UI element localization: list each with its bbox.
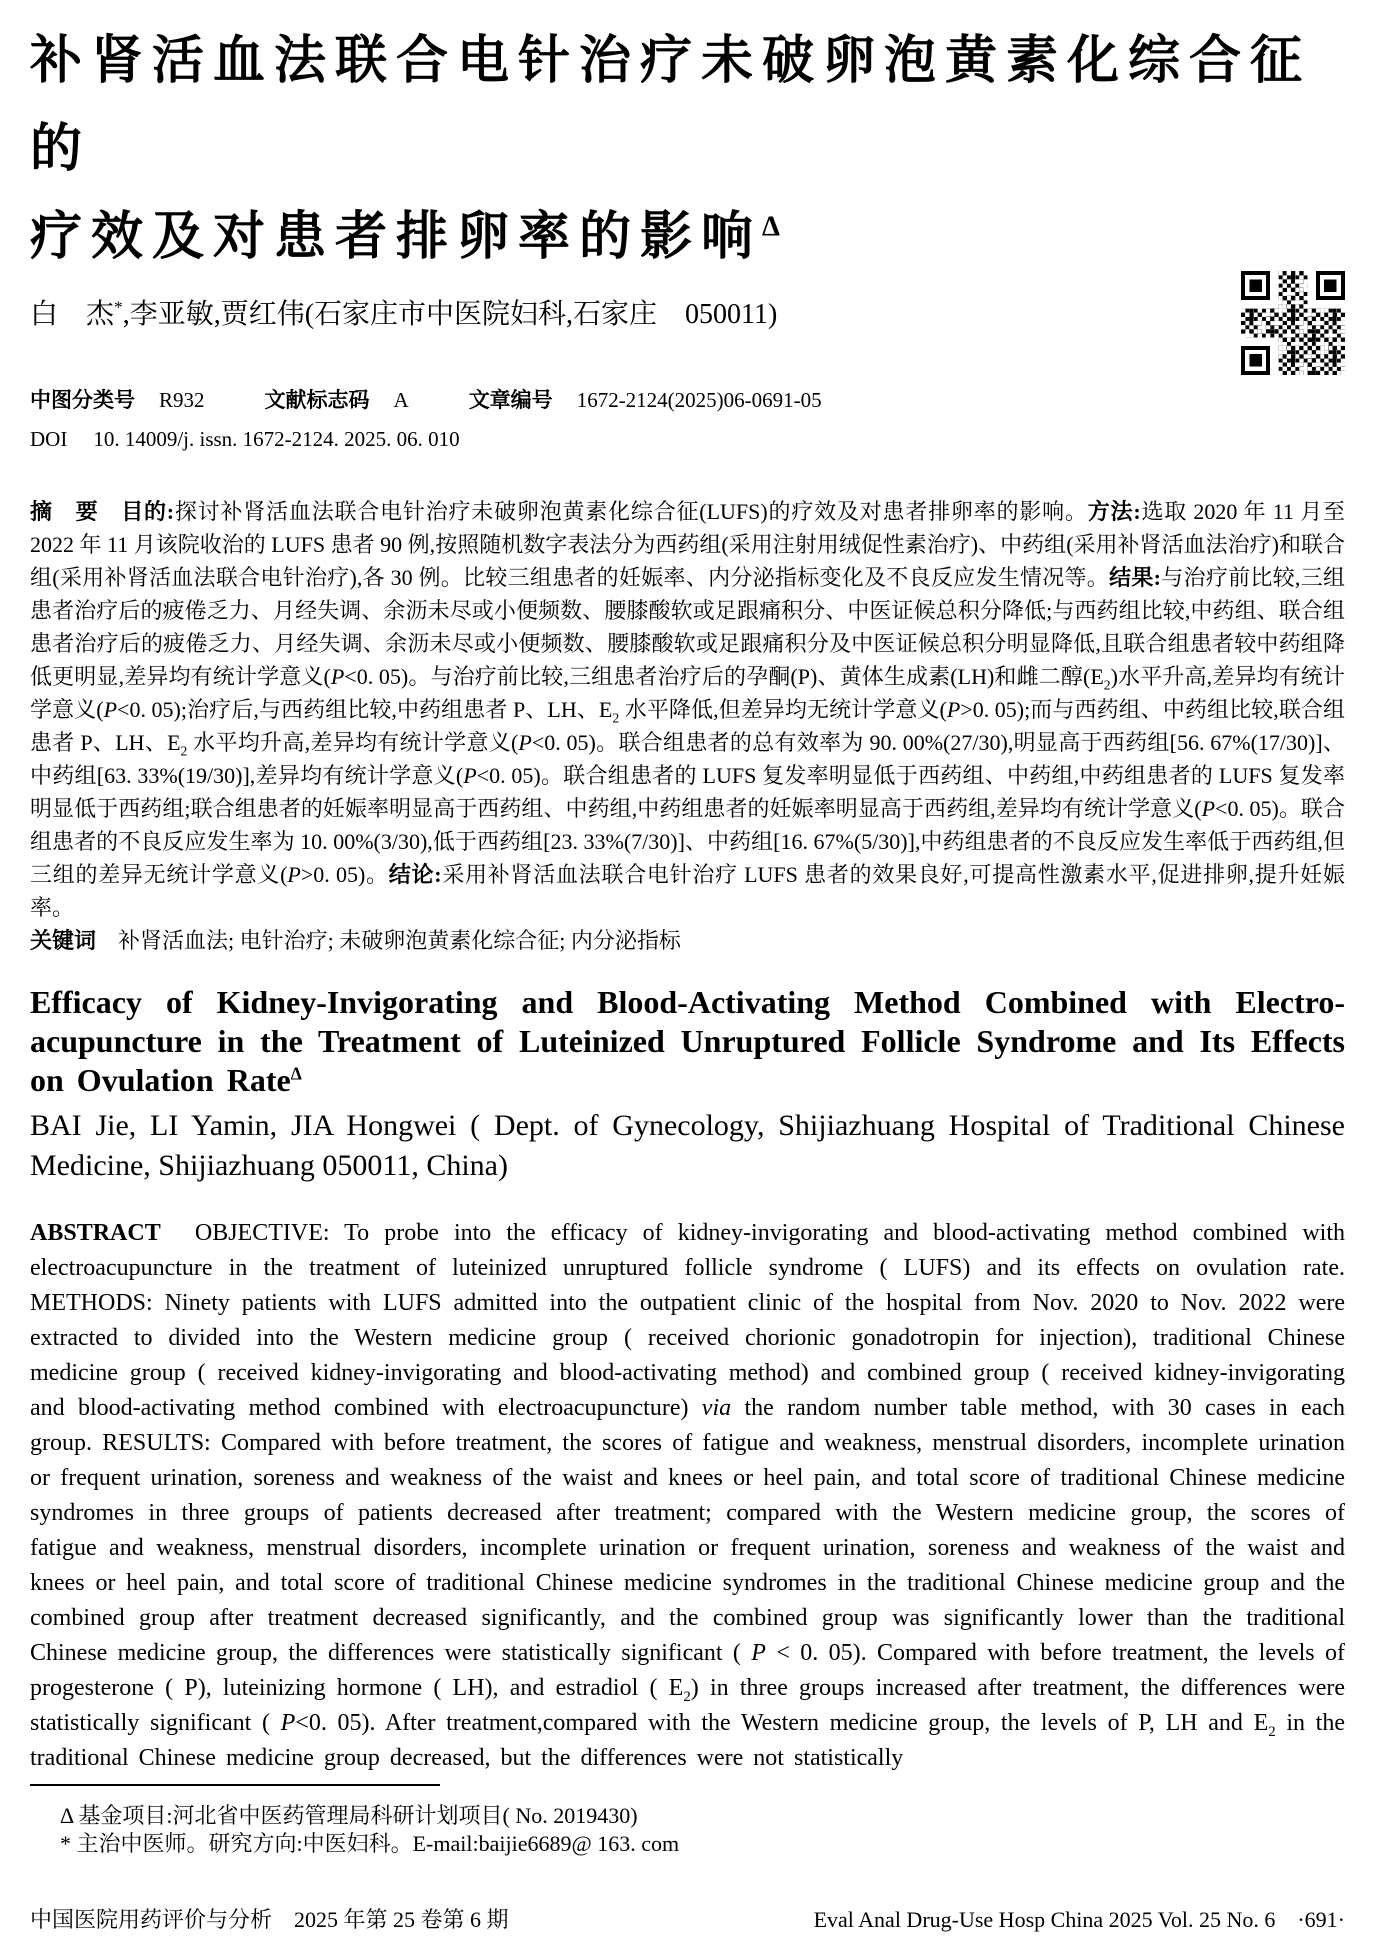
article-title-en: Efficacy of Kidney-Invigorating and Blood-Activating Method Combined with Electro-acupuncture in the Treatment of Luteinized Unruptured Follicle Syndrome and Its Effects on Ovulation Rate$^\Delta$ — [30, 984, 1345, 1098]
author-footnote: * 主治中医师。研究方向:中医妇科。E-mail:baijie6689@ 163. com — [60, 1831, 680, 1856]
article-title-cn: 补肾活血法联合电针治疗未破卵泡黄素化综合征的 疗效及对患者排卵率的影响$^\Delta$ — [30, 33, 1312, 266]
abstract-cn: 摘 要 目的:探讨补肾活血法联合电针治疗未破卵泡黄素化综合征(LUFS)的疗效及对患者排卵率的影响。方法:选取 2020 年 11 月至 2022 年 11 月该院收治的 LUFS 患者 90 例,按照随机数字表法分为西药组(采用注射用绒促性素治疗)、中药组(采用补肾活血法治疗)和联合组(采用补肾活血法联合电针治疗),各 30 例。比较三组患者的妊娠率、内分泌指标变化及不良反应发生情况等。结果:与治疗前比较,三组患者治疗后的疲倦乏力、月经失调、余沥未尽或小便频数、腰膝酸软或足跟痛积分、中医证候总积分降低;与西药组比较,中药组、联合组患者治疗后的疲倦乏力、月经失调、余沥未尽或小便频数、腰膝酸软或足跟痛积分及中医证候总积分明显降低,且联合组患者较中药组降低更明显,差异均有统计学意义(P<0. 05)。与治疗前比较,三组患者治疗后的孕酮(P)、黄体生成素(LH)和雌二醇$(E_2)$水平升高,差异均有统计学意义(P<0. 05);治疗后,与西药组比较,中药组患者 P、LH、$E_2$ 水平降低,但差异均无统计学意义(P>0. 05);而与西药组、中药组比较,联合组患者 P、LH、$E_2$ 水平均升高,差异均有统计学意义(P<0. 05)。联合组患者的总有效率为 90. 00%(27/30),明显高于西药组[56. 67%(17/30)]、中药组[63. 33%(19/30)],差异均有统计学意义(P<0. 05)。联合组患者的 LUFS 复发率明显低于西药组、中药组,中药组患者的 LUFS 复发率明显低于西药组;联合组患者的妊娠率明显高于西药组、中药组,中药组患者的妊娠率明显高于西药组,差异均有统计学意义(P<0. 05)。联合组患者的不良反应发生率为 10. 00%(3/30),低于西药组[23. 33%(7/30)]、中药组[16. 67%(5/30)],中药组患者的不良反应发生率低于西药组,但三组的差异无统计学意义(P>0. 05)。结论:采用补肾活血法联合电针治疗 LUFS 患者的效果良好,可提高性激素水平,促进排卵,提升妊娠率。 — [30, 499, 1346, 920]
doi-row — [30, 425, 1345, 453]
doi-label: DOI — [30, 427, 68, 451]
keywords-cn: 关键词 补肾活血法; 电针治疗; 未破卵泡黄素化综合征; 内分泌指标 — [30, 928, 681, 953]
qr-code — [1241, 271, 1345, 375]
document-code-label: 文献标志码 — [264, 389, 370, 412]
journal-article-page — [0, 18, 1375, 1958]
journal-name-en-page-number: Eval Anal Drug-Use Hosp China 2025 Vol. 25 No. 6 ·691· — [813, 1907, 1345, 1932]
footnote-divider — [30, 1784, 440, 1786]
footnote-block — [30, 1784, 810, 1858]
clc-value: R932 — [159, 388, 205, 412]
article-number — [469, 386, 822, 415]
qr-code-icon — [1241, 271, 1345, 375]
article-number-label: 文章编号 — [468, 389, 553, 412]
fund-footnote: Δ 基金项目:河北省中医药管理局科研计划项目( No. 2019430) — [60, 1803, 638, 1828]
authors-en: BAI Jie, LI Yamin, JIA Hongwei ( Dept. of Gynecology, Shijiazhuang Hospital of Traditional Chinese Medicine, Shijiazhuang 050011, China) — [30, 1109, 1345, 1182]
document-code — [265, 386, 409, 415]
document-code-value: A — [393, 388, 409, 412]
authors-cn: 白 杰*,李亚敏,贾红伟(石家庄市中医院妇科,石家庄 050011) — [30, 297, 778, 330]
doi-value: 10. 14009/j. issn. 1672-2124. 2025. 06. 010 — [93, 427, 460, 451]
article-number-value: 1672-2124(2025)06-0691-05 — [576, 388, 822, 412]
article-meta-row — [30, 386, 1345, 415]
abstract-en: ABSTRACT OBJECTIVE: To probe into the efficacy of kidney-invigorating and blood-activating method combined with electroacupuncture in the treatment of luteinized unruptured follicle syndrome ( LUFS) and its effects on ovulation rate. METHODS: Ninety patients with LUFS admitted into the outpatient clinic of the hospital from Nov. 2020 to Nov. 2022 were extracted to divided into the Western medicine group ( received chorionic gonadotropin for injection), traditional Chinese medicine group ( received kidney-invigorating and blood-activating method) and combined group ( received kidney-invigorating and blood-activating method combined with electroacupuncture) via the random number table method, with 30 cases in each group. RESULTS: Compared with before treatment, the scores of fatigue and weakness, menstrual disorders, incomplete urination or frequent urination, soreness and weakness of the waist and knees or heel pain, and total score of traditional Chinese medicine syndromes in three groups of patients decreased after treatment; compared with the Western medicine group, the scores of fatigue and weakness, menstrual disorders, incomplete urination or frequent urination, soreness and weakness of the waist and knees or heel pain, and total score of traditional Chinese medicine syndromes in the traditional Chinese medicine group and the combined group after treatment decreased significantly, and the combined group was significantly lower than the traditional Chinese medicine group, the differences were statistically significant ( P < 0. 05). Compared with before treatment, the levels of progesterone ( P), luteinizing hormone ( LH), and estradiol ( $E_2$) in three groups increased after treatment, the differences were statistically significant ( P<0. 05). After treatment,compared with the Western medicine group, the levels of P, LH and $E_2$ in the traditional Chinese medicine group decreased, but the differences were not statistically — [30, 1220, 1345, 1771]
journal-name-cn: 中国医院用药评价与分析 2025 年第 25 卷第 6 期 — [30, 1907, 509, 1932]
clc-number — [30, 386, 205, 415]
page-footer — [30, 1906, 1345, 1934]
clc-label: 中图分类号 — [30, 389, 135, 412]
